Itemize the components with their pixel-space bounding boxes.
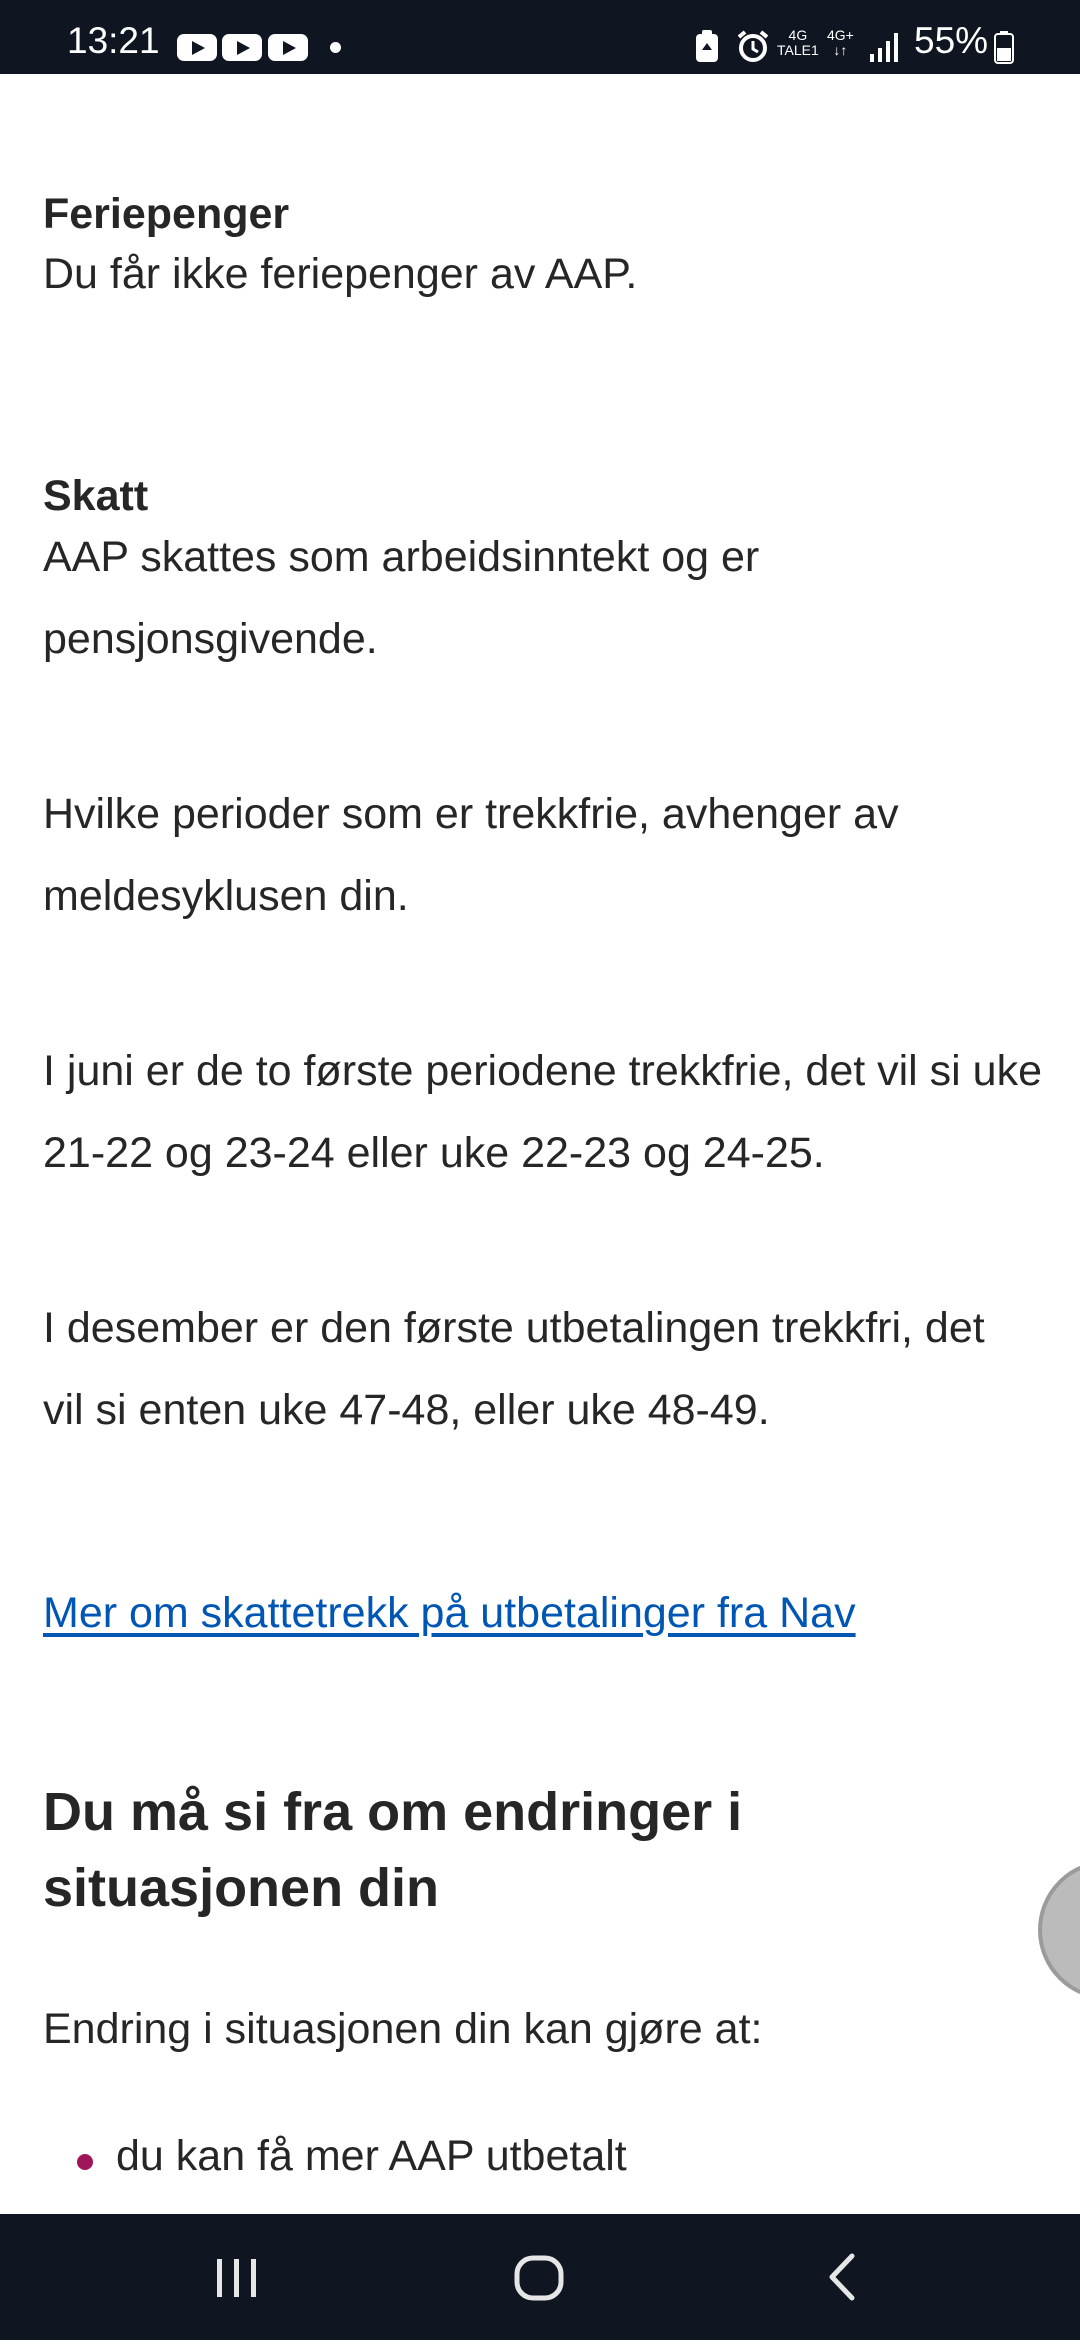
- bullet-icon: [77, 2154, 93, 2170]
- heading-skatt: Skatt: [43, 472, 149, 520]
- youtube-icon: [268, 34, 308, 61]
- status-time: 13:21: [67, 20, 160, 61]
- recent-apps-icon: [167, 2214, 307, 2340]
- recent-apps-button[interactable]: [167, 2214, 307, 2340]
- recycle-icon: [693, 28, 721, 64]
- article-content: [0, 74, 1080, 2214]
- battery-icon: [994, 31, 1014, 64]
- skattetrekk-link[interactable]: Mer om skattetrekk på utbetalinger fra Nav: [43, 1589, 856, 1637]
- youtube-icon: [222, 34, 262, 61]
- back-button[interactable]: [772, 2214, 912, 2340]
- heading-endringer: Du må si fra om endringer i situasjonen din: [43, 1782, 743, 1918]
- feriepenger-text: Du får ikke feriepenger av AAP.: [43, 250, 638, 298]
- battery-percent: 55%: [914, 20, 989, 61]
- home-icon: [469, 2214, 609, 2340]
- skatt-paragraph-3: I juni er de to første periodene trekkfrie, det vil si uke 21-22 og 23-24 eller uke 22-23 og 24-25.: [43, 1047, 1043, 1177]
- network-4g-indicator: 4G TALE1: [777, 27, 819, 58]
- back-icon: [772, 2214, 912, 2340]
- status-bar: [0, 0, 1080, 74]
- signal-icon: [868, 28, 900, 64]
- skatt-paragraph-4: I desember er den første utbetalingen trekkfri, det vil si enten uke 47-48, eller uke 48-49.: [43, 1304, 985, 1434]
- home-button[interactable]: [469, 2214, 609, 2340]
- list-item: du kan få mer AAP utbetalt: [116, 2132, 627, 2180]
- network-4g-plus-indicator: 4G+ ↓↑: [827, 27, 854, 58]
- skatt-paragraph-2: Hvilke perioder som er trekkfrie, avhenger av meldesyklusen din.: [43, 790, 899, 920]
- skatt-paragraph-1: AAP skattes som arbeidsinntekt og er pensjonsgivende.: [43, 533, 760, 663]
- navigation-bar: [0, 2214, 1080, 2340]
- youtube-icon: [177, 34, 217, 61]
- more-notifications-dot-icon: [330, 42, 341, 53]
- alarm-icon: [735, 28, 771, 64]
- heading-feriepenger: Feriepenger: [43, 190, 290, 238]
- endringer-intro: Endring i situasjonen din kan gjøre at:: [43, 2005, 763, 2053]
